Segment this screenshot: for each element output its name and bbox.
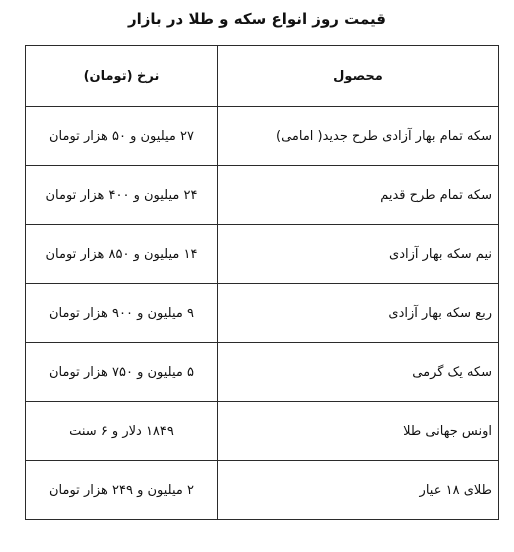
product-cell: سکه تمام بهار آزادی طرح جدید( امامی) <box>218 107 499 166</box>
price-cell: ۲۷ میلیون و ۵۰ هزار تومان <box>26 107 218 166</box>
price-cell: ۱۸۴۹ دلار و ۶ سنت <box>26 402 218 461</box>
price-cell: ۵ میلیون و ۷۵۰ هزار تومان <box>26 343 218 402</box>
product-cell: اونس جهانی طلا <box>218 402 499 461</box>
table-row <box>26 166 499 225</box>
page-title: قیمت روز انواع سکه و طلا در بازار <box>127 10 387 28</box>
price-table <box>25 45 499 520</box>
price-cell: ۱۴ میلیون و ۸۵۰ هزار تومان <box>26 225 218 284</box>
product-cell: سکه یک گرمی <box>218 343 499 402</box>
table-row <box>26 225 499 284</box>
column-header-price: نرخ (تومان) <box>26 46 218 107</box>
table-row <box>26 107 499 166</box>
product-cell: سکه تمام طرح قدیم <box>218 166 499 225</box>
table-row <box>26 343 499 402</box>
product-cell: ربع سکه بهار آزادی <box>218 284 499 343</box>
table-row <box>26 461 499 520</box>
price-cell: ۲ میلیون و ۲۴۹ هزار تومان <box>26 461 218 520</box>
price-cell: ۲۴ میلیون و ۴۰۰ هزار تومان <box>26 166 218 225</box>
table-row <box>26 402 499 461</box>
column-header-product: محصول <box>218 46 499 107</box>
table-row <box>26 284 499 343</box>
product-cell: طلای ۱۸ عیار <box>218 461 499 520</box>
price-cell: ۹ میلیون و ۹۰۰ هزار تومان <box>26 284 218 343</box>
table-header-row <box>26 46 499 107</box>
product-cell: نیم سکه بهار آزادی <box>218 225 499 284</box>
